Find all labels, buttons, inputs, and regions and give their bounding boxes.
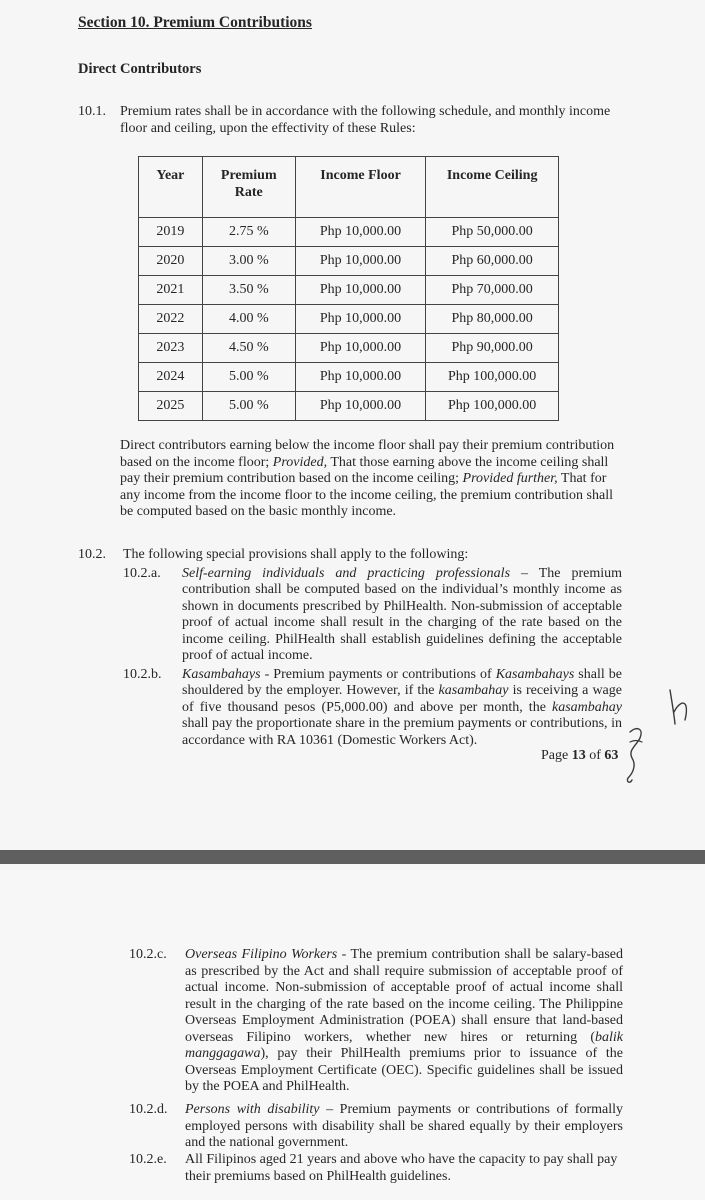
cell-floor: Php 10,000.00 <box>295 363 426 392</box>
cell-ceiling: Php 70,000.00 <box>426 276 559 305</box>
text-run: is receiving a wage of five thousand pesos (P5,000.00) and above per month, the <box>182 683 622 715</box>
paragraph-10-2-c-text <box>185 947 623 1096</box>
italic-term: kasambahay <box>438 683 509 699</box>
cell-rate: 3.50 % <box>202 276 295 305</box>
cell-ceiling: Php 90,000.00 <box>426 334 559 363</box>
page-divider <box>0 850 705 864</box>
cell-year: 2020 <box>139 247 203 276</box>
paragraph-number-10-2-a: 10.2.a. <box>123 566 161 581</box>
cell-rate: 4.50 % <box>202 334 295 363</box>
italic-provided-further: Provided further, <box>462 471 558 486</box>
italic-title: Persons with disability <box>185 1102 320 1117</box>
header-year: Year <box>139 157 203 218</box>
table-row <box>139 276 559 305</box>
cell-year: 2023 <box>139 334 203 363</box>
cell-year: 2022 <box>139 305 203 334</box>
paragraph-10-2-a-text <box>182 566 622 664</box>
page-of: of <box>585 748 605 763</box>
paragraph-number-10-2: 10.2. <box>78 547 106 562</box>
italic-title: Overseas Filipino Workers <box>185 947 338 962</box>
paragraph-10-2-d-text <box>185 1102 623 1152</box>
document-page-14 <box>0 864 705 1200</box>
table-row <box>139 363 559 392</box>
text-run: Direct contributors earning below the income floor shall pay their premium contribution based on the income floor; <box>120 438 615 470</box>
table-row <box>139 218 559 247</box>
text-run: That for any income from the income floor to the income ceiling, the premium contribution shall be computed based on the basic monthly income. <box>120 471 613 519</box>
cell-rate: 5.00 % <box>202 392 295 421</box>
italic-term: kasambahay <box>552 699 622 715</box>
text-run: – The premium contribution shall be computed based on the individual’s monthly income as shown in documents prescribed by PhilHealth. Non-submission of acceptable proof of actual income shall result in the charging of the rate based on the income ceiling. PhilHealth shall establish guidelines defining the acceptable proof of actual income. <box>182 566 622 664</box>
italic-title: Kasambahays <box>182 667 261 682</box>
cell-year: 2019 <box>139 218 203 247</box>
premium-rates-table <box>138 156 559 421</box>
table-row <box>139 334 559 363</box>
cell-floor: Php 10,000.00 <box>295 247 426 276</box>
cell-floor: Php 10,000.00 <box>295 305 426 334</box>
cell-ceiling: Php 80,000.00 <box>426 305 559 334</box>
paragraph-10-2-text: The following special provisions shall apply to the following: <box>123 547 469 562</box>
cell-ceiling: Php 100,000.00 <box>426 363 559 392</box>
text-run: - Premium payments or contributions of <box>260 667 496 682</box>
paragraph-number-10-2-b: 10.2.b. <box>123 667 162 682</box>
direct-contributors-paragraph <box>120 438 620 521</box>
table-row <box>139 247 559 276</box>
cell-floor: Php 10,000.00 <box>295 392 426 421</box>
text-run: shall be shouldered by the employer. However, if the <box>182 667 623 699</box>
italic-term: balik manggagawa <box>185 1029 623 1061</box>
cell-rate: 5.00 % <box>202 363 295 392</box>
text-run: - The premium contribution shall be salary-based as prescribed by the Act and shall require submission of acceptable proof of actual income. Non-submission of acceptable proof of actual income shall result in the charging of the rate based on the income ceiling. The Philippine Overseas Employment Administration (POEA) shall ensure that land-based overseas Filipino workers, whether new hires or returning ( <box>185 947 623 1045</box>
handwritten-initials-signature <box>606 680 696 790</box>
italic-title: Self-earning individuals and practicing professionals <box>182 566 511 581</box>
paragraph-number-10-2-c: 10.2.c. <box>129 947 167 962</box>
cell-floor: Php 10,000.00 <box>295 334 426 363</box>
cell-floor: Php 10,000.00 <box>295 276 426 305</box>
paragraph-number-10-1: 10.1. <box>78 104 106 119</box>
cell-rate: 2.75 % <box>202 218 295 247</box>
text-run: shall pay the proportionate share in the premium payments or contributions, in accordance with RA 10361 (Domestic Workers Act). <box>182 716 622 748</box>
cell-year: 2021 <box>139 276 203 305</box>
italic-provided: Provided, <box>272 454 328 470</box>
cell-rate: 4.00 % <box>202 305 295 334</box>
header-income-ceiling: Income Ceiling <box>426 157 559 218</box>
cell-year: 2024 <box>139 363 203 392</box>
cell-year: 2025 <box>139 392 203 421</box>
page-current: 13 <box>571 748 586 763</box>
header-income-floor: Income Floor <box>295 157 426 218</box>
subheading-direct-contributors: Direct Contributors <box>78 61 202 77</box>
cell-rate: 3.00 % <box>202 247 295 276</box>
table-row <box>139 392 559 421</box>
table-header-row <box>139 157 559 218</box>
cell-ceiling: Php 100,000.00 <box>426 392 559 421</box>
page-total: 63 <box>604 748 619 763</box>
paragraph-10-2-e-text: All Filipinos aged 21 years and above who have the capacity to pay shall pay their premiums based on PhilHealth guidelines. <box>185 1152 618 1184</box>
text-run: – Premium payments or contributions of formally employed persons with disability shall be shared equally by their employers and the national government. <box>185 1102 623 1150</box>
italic-term: Kasambahays <box>495 667 575 682</box>
paragraph-number-10-2-d: 10.2.d. <box>129 1102 168 1117</box>
paragraph-10-1-text: Premium rates shall be in accordance with the following schedule, and monthly income floor and ceiling, upon the effectivity of these Rules: <box>120 104 611 136</box>
cell-ceiling: Php 60,000.00 <box>426 247 559 276</box>
paragraph-number-10-2-e: 10.2.e. <box>129 1152 167 1167</box>
page-label: Page <box>541 748 572 763</box>
section-title: Section 10. Premium Contributions <box>78 14 312 31</box>
cell-ceiling: Php 50,000.00 <box>426 218 559 247</box>
text-run: That those earning above the income ceiling shall pay their premium contribution based on the income ceiling; <box>120 454 609 486</box>
table-row <box>139 305 559 334</box>
text-run: ), pay their PhilHealth premiums prior to issuance of the Overseas Employment Certificate (OEC). Specific guidelines shall be issued by the POEA and PhilHealth. <box>185 1046 623 1094</box>
paragraph-10-2-b-text <box>182 667 622 749</box>
header-premium-rate: Premium Rate <box>202 157 295 218</box>
cell-floor: Php 10,000.00 <box>295 218 426 247</box>
